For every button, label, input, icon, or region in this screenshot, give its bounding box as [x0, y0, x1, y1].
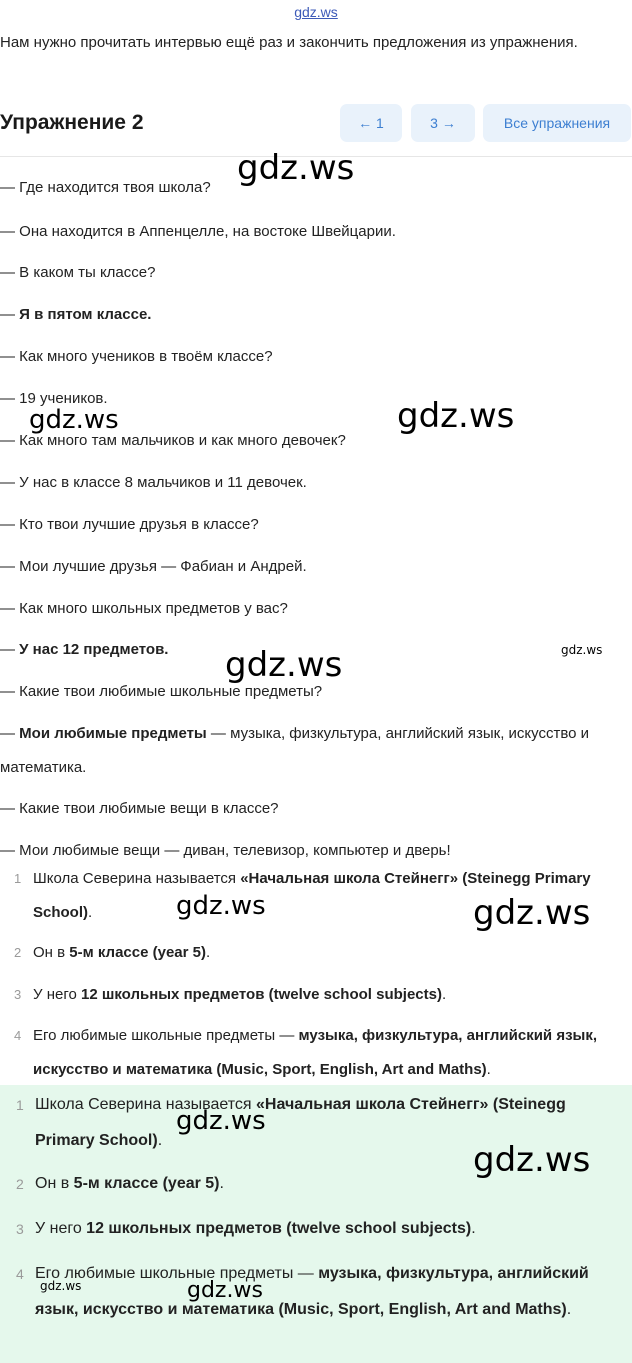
list-item-text: Он в 5-м классе (year 5). [35, 1175, 224, 1192]
dialogue-line: — У нас 12 предметов. [0, 641, 169, 658]
watermark: gdz.ws [187, 1278, 263, 1303]
watermark: gdz.ws [40, 1279, 82, 1293]
list-number: 3 [16, 1221, 24, 1237]
dialogue-line: — Как много там мальчиков и как много девочек? [0, 432, 346, 449]
watermark: gdz.ws [561, 643, 603, 657]
list-item-text: У него 12 школьных предметов (twelve school subjects). [33, 986, 447, 1003]
dialogue-line: — 19 учеников. [0, 390, 108, 407]
dialogue-line: — Она находится в Аппенцелле, на востоке Швейцарии. [0, 223, 396, 240]
page-title: Упражнение 2 [0, 111, 144, 134]
dialogue-line: — Где находится твоя школа? [0, 179, 211, 196]
dialogue-line: — Я в пятом классе. [0, 306, 152, 323]
list-number: 4 [14, 1028, 22, 1043]
watermark: gdz.ws [397, 396, 515, 436]
dialogue-line: — Мои любимые предметы — музыка, физкультура, английский язык, искусство и математика. [0, 725, 590, 776]
intro-text: Нам нужно прочитать интервью ещё раз и закончить предложения из упражнения. [0, 34, 578, 51]
list-number: 2 [14, 945, 22, 960]
watermark: gdz.ws [176, 1106, 266, 1136]
list-number: 2 [16, 1176, 24, 1192]
dialogue-line: — Как много учеников в твоём классе? [0, 348, 273, 365]
watermark: gdz.ws [473, 893, 591, 933]
list-item-text: У него 12 школьных предметов (twelve school subjects). [35, 1220, 476, 1237]
next-exercise-button[interactable]: 3 → [411, 104, 475, 142]
watermark: gdz.ws [237, 148, 355, 188]
list-number: 1 [14, 871, 22, 886]
dialogue-line: — Мои любимые вещи — диван, телевизор, компьютер и дверь! [0, 842, 451, 859]
dialogue-line: — Какие твои любимые школьные предметы? [0, 683, 323, 700]
dialogue-line: — Как много школьных предметов у вас? [0, 600, 288, 617]
dialogue-line: — Мои лучшие друзья — Фабиан и Андрей. [0, 558, 307, 575]
dialogue-line: — В каком ты классе? [0, 264, 156, 281]
all-exercises-button[interactable]: Все упражнения [483, 104, 631, 142]
list-item-text: Школа Северина называется «Начальная школа Стейнегг» (Steinegg Primary School). [35, 1096, 566, 1149]
list-item-text: Школа Северина называется «Начальная школа Стейнегг» (Steinegg Primary School). [33, 870, 591, 921]
answer-box [0, 1085, 632, 1363]
list-number: 4 [16, 1266, 24, 1282]
list-item-text: Его любимые школьные предметы — музыка, физкультура, английский язык, искусство и математика (Music, Sport, English, Art and Maths). [35, 1265, 589, 1318]
watermark: gdz.ws [225, 645, 343, 685]
list-item-text: Его любимые школьные предметы — музыка, физкультура, английский язык, искусство и математика (Music, Sport, English, Art and Maths). [33, 1027, 598, 1078]
exercise-header [0, 104, 632, 146]
list-item-text: Он в 5-м классе (year 5). [33, 944, 211, 961]
dialogue-line: — Какие твои любимые вещи в классе? [0, 800, 279, 817]
site-link[interactable]: gdz.ws [294, 4, 338, 20]
watermark: gdz.ws [29, 405, 119, 435]
watermark: gdz.ws [176, 891, 266, 921]
prev-exercise-button[interactable]: ← 1 [340, 104, 402, 142]
dialogue-line: — У нас в классе 8 мальчиков и 11 девочек. [0, 474, 307, 491]
dialogue-line: — Кто твои лучшие друзья в классе? [0, 516, 259, 533]
watermark: gdz.ws [473, 1140, 591, 1180]
list-number: 3 [14, 987, 22, 1002]
list-number: 1 [16, 1097, 24, 1113]
